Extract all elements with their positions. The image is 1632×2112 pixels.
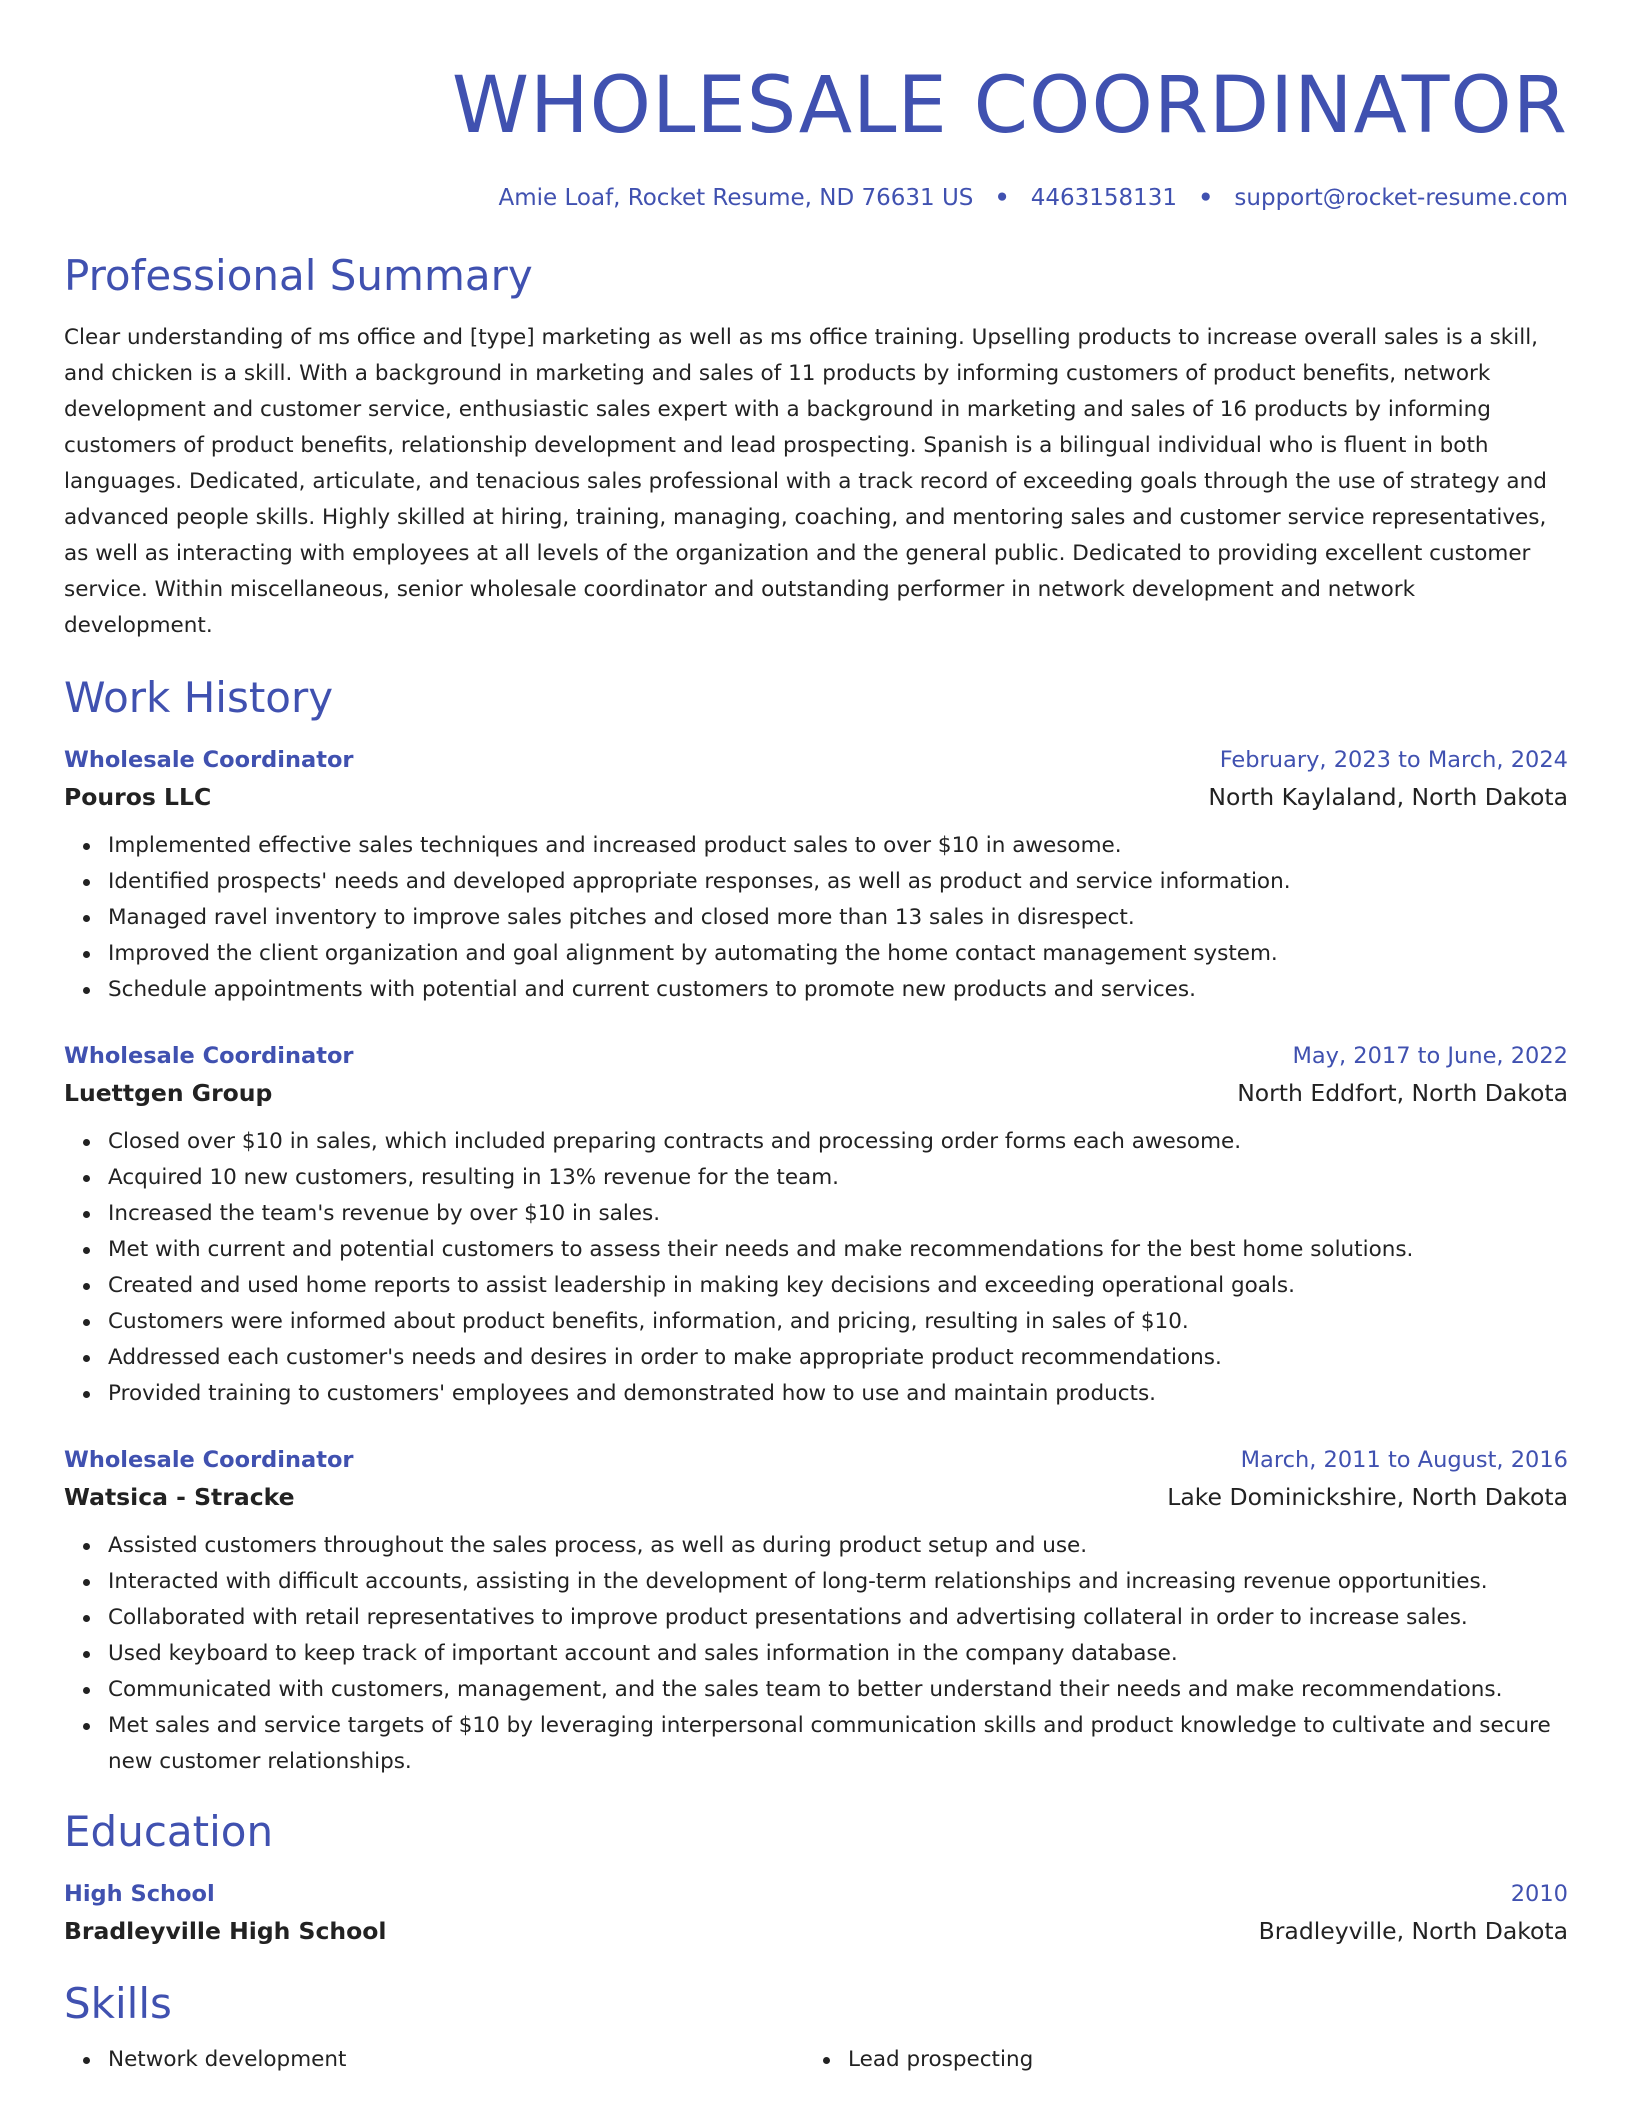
skills-column bbox=[804, 2042, 1544, 2078]
job-entry bbox=[64, 742, 1568, 1008]
bullet-separator-icon: • bbox=[1198, 185, 1214, 211]
job-role: Wholesale Coordinator bbox=[64, 747, 354, 773]
list-item: Communicated with customers, management, and the sales team to better understand their needs and make recommendations. bbox=[108, 1672, 1568, 1708]
skills-column bbox=[64, 2042, 804, 2078]
skills-heading: Skills bbox=[64, 1979, 172, 2028]
list-item: Closed over $10 in sales, which included preparing contracts and processing order forms each awesome. bbox=[108, 1124, 1568, 1160]
summary-text: Clear understanding of ms office and [type] marketing as well as ms office training. Upselling products to increase overall sales is a skill, and chicken is a skill. With a background in marketing and sales of 11 products by informing customers of product benefits, network development and customer service, enthusiastic sales expert with a background in marketing and sales of 16 products by informing customers of product benefits, relationship development and lead prospecting. Spanish is a bilingual individual who is fluent in both languages. Dedicated, articulate, and tenacious sales professional with a track record of exceeding goals through the use of strategy and advanced people skills. Highly skilled at hiring, training, managing, coaching, and mentoring sales and customer service representatives, as well as interacting with employees at all levels of the organization and the general public. Dedicated to providing excellent customer service. Within miscellaneous, senior wholesale coordinator and outstanding performer in network development and network development. bbox=[64, 325, 1547, 638]
job-location: Lake Dominickshire, North Dakota bbox=[1167, 1483, 1568, 1511]
list-item: Identified prospects' needs and developed appropriate responses, as well as product and service information. bbox=[108, 864, 1568, 900]
resume-title: WHOLESALE COORDINATOR bbox=[451, 61, 1568, 151]
skills-list bbox=[64, 2042, 1568, 2078]
summary-heading: Professional Summary bbox=[64, 251, 533, 300]
list-item: Managed ravel inventory to improve sales pitches and closed more than 13 sales in disrespect. bbox=[108, 900, 1568, 936]
job-bullets bbox=[64, 1528, 1568, 1780]
skills-bullets bbox=[804, 2042, 1544, 2078]
list-item: Schedule appointments with potential and current customers to promote new products and services. bbox=[108, 972, 1568, 1008]
list-item: Network development bbox=[108, 2042, 804, 2078]
list-item: Created and used home reports to assist leadership in making key decisions and exceeding operational goals. bbox=[108, 1268, 1568, 1304]
list-item: Met with current and potential customers to assess their needs and make recommendations for the best home solutions. bbox=[108, 1232, 1568, 1268]
list-item: Met sales and service targets of $10 by leveraging interpersonal communication skills and product knowledge to cultivate and secure new customer relationships. bbox=[108, 1708, 1568, 1780]
education-heading: Education bbox=[64, 1807, 274, 1856]
job-header-row bbox=[64, 1038, 1568, 1074]
job-role: Wholesale Coordinator bbox=[64, 1043, 354, 1069]
job-bullets bbox=[64, 828, 1568, 1008]
job-company-row bbox=[64, 778, 1568, 816]
job-entry bbox=[64, 1442, 1568, 1780]
contact-address: Amie Loaf, Rocket Resume, ND 76631 US bbox=[498, 185, 974, 211]
education-header-row bbox=[64, 1876, 1568, 1912]
list-item: Addressed each customer's needs and desires in order to make appropriate product recommendations. bbox=[108, 1340, 1568, 1376]
education-degree: High School bbox=[64, 1881, 215, 1907]
job-company-row bbox=[64, 1074, 1568, 1112]
list-item: Interacted with difficult accounts, assisting in the development of long-term relationships and increasing revenue opportunities. bbox=[108, 1564, 1568, 1600]
job-dates: March, 2011 to August, 2016 bbox=[1240, 1447, 1568, 1473]
list-item: Provided training to customers' employees and demonstrated how to use and maintain products. bbox=[108, 1376, 1568, 1412]
job-bullets bbox=[64, 1124, 1568, 1412]
list-item: Increased the team's revenue by over $10 in sales. bbox=[108, 1196, 1568, 1232]
contact-line bbox=[64, 182, 1568, 214]
job-company: Pouros LLC bbox=[64, 783, 212, 811]
bullet-separator-icon: • bbox=[994, 185, 1010, 211]
job-entry bbox=[64, 1038, 1568, 1412]
job-header-row bbox=[64, 742, 1568, 778]
job-dates: May, 2017 to June, 2022 bbox=[1292, 1043, 1568, 1069]
education-year: 2010 bbox=[1510, 1881, 1568, 1907]
list-item: Used keyboard to keep track of important account and sales information in the company database. bbox=[108, 1636, 1568, 1672]
education-location: Bradleyville, North Dakota bbox=[1258, 1917, 1568, 1945]
contact-email[interactable]: support@rocket-resume.com bbox=[1234, 185, 1568, 211]
job-location: North Kaylaland, North Dakota bbox=[1208, 783, 1568, 811]
job-company: Watsica - Stracke bbox=[64, 1483, 295, 1511]
education-entry bbox=[64, 1876, 1568, 1950]
resume-header bbox=[64, 60, 1568, 214]
list-item: Assisted customers throughout the sales process, as well as during product setup and use. bbox=[108, 1528, 1568, 1564]
job-location: North Eddfort, North Dakota bbox=[1237, 1079, 1568, 1107]
job-role: Wholesale Coordinator bbox=[64, 1447, 354, 1473]
job-company-row bbox=[64, 1478, 1568, 1516]
job-dates: February, 2023 to March, 2024 bbox=[1219, 747, 1568, 773]
list-item: Customers were informed about product benefits, information, and pricing, resulting in sales of $10. bbox=[108, 1304, 1568, 1340]
work-history-heading: Work History bbox=[64, 673, 334, 722]
list-item: Lead prospecting bbox=[848, 2042, 1544, 2078]
list-item: Acquired 10 new customers, resulting in 13% revenue for the team. bbox=[108, 1160, 1568, 1196]
contact-phone: 4463158131 bbox=[1030, 185, 1178, 211]
skills-bullets bbox=[64, 2042, 804, 2078]
education-school: Bradleyville High School bbox=[64, 1917, 387, 1945]
job-company: Luettgen Group bbox=[64, 1079, 273, 1107]
education-school-row bbox=[64, 1912, 1568, 1950]
job-header-row bbox=[64, 1442, 1568, 1478]
list-item: Collaborated with retail representatives to improve product presentations and advertising collateral in order to increase sales. bbox=[108, 1600, 1568, 1636]
list-item: Improved the client organization and goal alignment by automating the home contact management system. bbox=[108, 936, 1568, 972]
list-item: Implemented effective sales techniques and increased product sales to over $10 in awesome. bbox=[108, 828, 1568, 864]
